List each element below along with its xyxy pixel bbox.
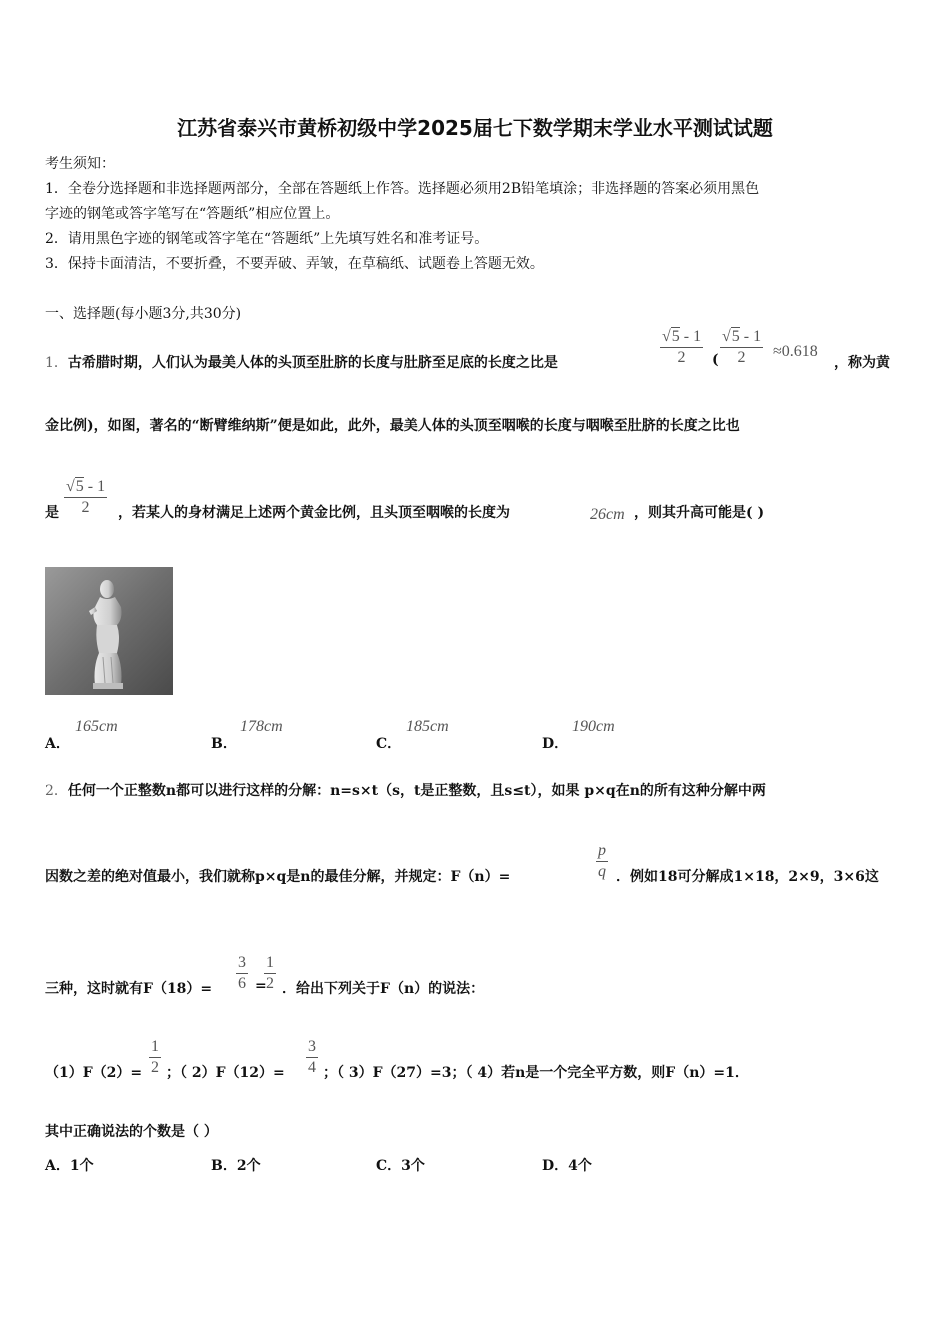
- q2-half-numerator: 1: [264, 954, 276, 974]
- q1-number: 1．: [45, 355, 68, 371]
- q2-s1-numerator: 1: [149, 1038, 161, 1058]
- notice-item-3: 3．保持卡面清洁，不要折叠，不要弄破、弄皱，在草稿纸、试题卷上答题无效。: [45, 256, 544, 272]
- q2-line-1-text: 任何一个正整数n都可以进行这样的分解：n=s×t（s，t是正整数，且s≤t），如果 p×q在n的所有这种分解中两: [67, 783, 766, 799]
- q2-statement-2-fraction: [306, 1038, 318, 1077]
- q1-denominator-2: 2: [737, 349, 746, 366]
- q2-statements-rest: ；（ 3）F（27）=3；（ 4）若n是一个完全平方数，则F（n）=1．: [323, 1065, 749, 1081]
- q2-option-d-label: D．: [542, 1158, 569, 1174]
- q2-number: 2．: [45, 783, 68, 799]
- q2-option-a-value: 1个: [69, 1158, 94, 1174]
- q2-line-3-end: ．给出下列关于F（n）的说法：: [282, 981, 485, 997]
- venus-de-milo-image: [45, 567, 173, 695]
- q2-option-d: [542, 1155, 592, 1175]
- q1-option-c-label: C．: [376, 736, 402, 752]
- q1-minus-one-2: - 1: [739, 328, 762, 345]
- q2-line-1: [45, 780, 766, 800]
- q2-option-b: [211, 1155, 261, 1175]
- q2-option-c: [376, 1155, 425, 1175]
- q2-question: 其中正确说法的个数是（ ）: [45, 1124, 218, 1140]
- q2-option-b-value: 2个: [236, 1158, 261, 1174]
- notice-item-2: 2．请用黑色字迹的钢笔或答字笔在“答题纸”上先填写姓名和准考证号。: [45, 231, 489, 247]
- q1-line-3-start: 是: [45, 505, 59, 521]
- q2-option-a-label: A．: [45, 1158, 70, 1174]
- q1-option-c-value: 185cm: [406, 718, 449, 735]
- q2-half-denominator: 2: [266, 975, 274, 992]
- q2-statement-1-start: （1）F（2）=: [45, 1065, 143, 1081]
- q2-s2-denominator: 4: [308, 1059, 316, 1076]
- q1-option-a-value: 165cm: [75, 718, 118, 735]
- q2-option-d-value: 4个: [568, 1158, 592, 1174]
- q2-f18-numerator: 3: [236, 954, 248, 974]
- q2-statement-1-fraction: [149, 1038, 161, 1077]
- q1-open-paren: (: [712, 352, 719, 368]
- q1-line-3-end: ，则其升高可能是( ): [634, 505, 765, 521]
- q1-golden-ratio-fraction-1: $\frac{√5 - 1}{2}$: [662, 328, 702, 366]
- q2-s2-numerator: 3: [306, 1038, 318, 1058]
- q1-sqrt-radicand-1: 5: [671, 328, 680, 345]
- q2-s1-denominator: 2: [151, 1059, 159, 1076]
- q2-f18-denominator: 6: [238, 975, 246, 992]
- notice-item-1-line-1: 1．全卷分选择题和非选择题两部分，全部在答题纸上作答。选择题必须用2B铅笔填涂；非选择题的答案必须用黑色: [45, 181, 760, 197]
- q1-denominator-1: 2: [677, 349, 686, 366]
- q2-option-c-label: C．: [376, 1158, 402, 1174]
- q2-option-b-label: B．: [211, 1158, 237, 1174]
- q2-p: p: [596, 842, 608, 862]
- q2-f18-fraction: [236, 954, 248, 993]
- q1-line-3-middle: ，若某人的身材满足上述两个黄金比例，且头顶至咽喉的长度为: [118, 505, 510, 521]
- q1-sqrt-radicand-3: 5: [75, 478, 84, 495]
- q1-option-d-label: D．: [542, 736, 569, 752]
- q2-statement-2-start: ；（ 2）F（12）=: [166, 1065, 285, 1081]
- q1-option-d-value: 190cm: [572, 718, 615, 735]
- q1-minus-one-3: - 1: [83, 478, 106, 495]
- notice-item-1-line-2: 字迹的钢笔或答字笔写在“答题纸”相应位置上。: [45, 206, 340, 222]
- q1-minus-one-1: - 1: [679, 328, 702, 345]
- q1-golden-ratio-fraction-2: $\frac{√5 - 1}{2}$: [722, 328, 762, 366]
- q1-line-1: [45, 352, 558, 372]
- q1-option-b-value: 178cm: [240, 718, 283, 735]
- q2-line-2-end: ．例如18可分解成1×18，2×9，3×6这: [616, 869, 879, 885]
- q1-approx-value: ≈0.618: [773, 343, 818, 360]
- q1-line-1-text: 古希腊时期，人们认为最美人体的头顶至肚脐的长度与肚脐至足底的长度之比是: [67, 355, 558, 371]
- q1-head-length: 26cm: [590, 506, 625, 523]
- page-title: 江苏省泰兴市黄桥初级中学2025届七下数学期末学业水平测试试题: [177, 116, 773, 140]
- q2-line-2-start: 因数之差的绝对值最小，我们就称p×q是n的最佳分解，并规定：F（n）=: [45, 869, 511, 885]
- notice-heading: 考生须知：: [45, 156, 115, 172]
- q1-denominator-3: 2: [81, 499, 90, 516]
- q2-option-c-value: 3个: [401, 1158, 425, 1174]
- q2-option-a: [45, 1155, 94, 1175]
- q1-option-b-label: B．: [211, 736, 237, 752]
- section-heading: 一、选择题(每小题3分,共30分): [45, 306, 242, 322]
- q1-golden-ratio-fraction-3: $\frac{√5 - 1}{2}$: [66, 478, 106, 516]
- q1-line-1-end: ，称为黄: [834, 355, 890, 371]
- q2-equals: =: [255, 978, 267, 994]
- q2-half-fraction: [264, 954, 276, 993]
- q1-sqrt-radicand-2: 5: [731, 328, 740, 345]
- q2-line-3-start: 三种，这时就有F（18）=: [45, 981, 213, 997]
- q2-p-over-q: [596, 842, 608, 881]
- q2-q: q: [598, 863, 606, 880]
- q1-line-2: 金比例)，如图，著名的“断臂维纳斯”便是如此，此外，最美人体的头顶至咽喉的长度与咽喉至肚脐的长度之比也: [45, 418, 740, 434]
- q1-option-a-label: A．: [45, 736, 70, 752]
